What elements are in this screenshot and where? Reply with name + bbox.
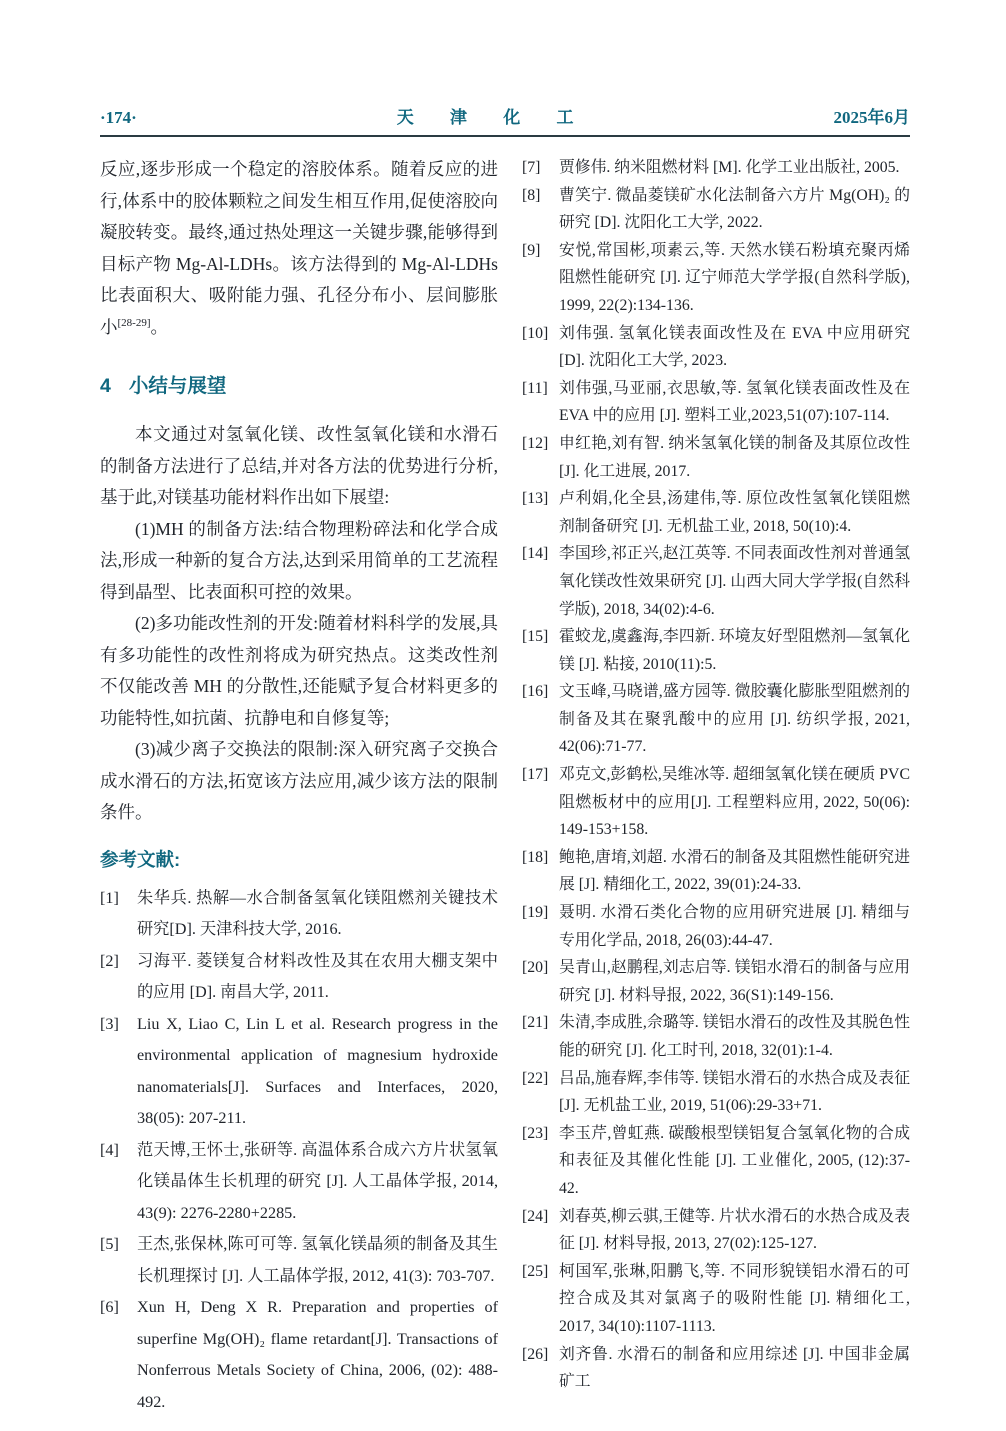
reference-text: 卢利娟,化全县,汤建伟,等. 原位改性氢氧化镁阻燃剂制备研究 [J]. 无机盐工业, 2018, 50(10):4. [559,490,910,535]
reference-item-13 [522,485,910,540]
reference-id: [13] [522,490,549,508]
reference-id: [4] [100,1140,119,1159]
paragraph-intro-terminal: 。 [150,316,168,337]
reference-id: [17] [522,766,549,784]
reference-text: 鲍艳,唐堉,刘超. 水滑石的制备及其阻燃性能研究进展 [J]. 精细化工, 2022, 39(01):24-33. [559,848,910,894]
reference-item-8 [522,182,910,237]
reference-text: 王杰,张保林,陈可可等. 氢氧化镁晶须的制备及其生长机理探讨 [J]. 人工晶体学报, 2012, 41(3): 703-707. [137,1235,498,1285]
reference-text: Liu X, Liao C, Lin L et al. Research progress in the environmental application of magnesium hydroxide nanomaterials[J]. Surfaces and Interfaces, 2020, 38(05): 207-211. [137,1014,498,1127]
citation-superscript: [28-29] [117,316,151,329]
reference-item-20 [522,954,910,1009]
reference-id: [19] [522,904,549,922]
reference-id: [10] [522,324,549,342]
reference-text: 霍蛟龙,虞鑫海,李四新. 环境友好型阻燃剂—氢氧化镁 [J]. 粘接, 2010(11):5. [559,628,910,673]
reference-text: 刘伟强. 氢氧化镁表面改性及在 EVA 中应用研究 [D]. 沈阳化工大学, 2023. [559,324,910,370]
reference-text: 刘春英,柳云骐,王健等. 片状水滑石的水热合成及表征 [J]. 材料导报, 2013, 27(02):125-127. [559,1207,910,1253]
paragraph-intro-text: 反应,逐步形成一个稳定的溶胶体系。随着反应的进行,体系中的胶体颗粒之间发生相互作用,促使溶胶向凝胶转变。最终,通过热处理这一关键步骤,能够得到目标产物 Mg-Al-LDHs。该方法得到的 Mg-Al-LDHs 比表面积大、吸附能力强、孔径分布小、层间膨胀小 [100,159,498,337]
reference-item-11 [522,375,910,430]
paragraph-intro [100,154,498,343]
reference-text: 吕品,施春辉,李伟等. 镁铝水滑石的水热合成及表征 [J]. 无机盐工业, 2019, 51(06):29-33+71. [559,1069,910,1115]
reference-text: 李国珍,祁正兴,赵江英等. 不同表面改性剂对普通氢氧化镁改性效果研究 [J]. 山西大同大学学报(自然科学版), 2018, 34(02):4-6. [559,545,910,618]
reference-id: [2] [100,951,119,970]
section-number: 4 [100,375,111,397]
reference-id: [6] [100,1298,119,1316]
reference-text: 申红艳,刘有智. 纳米氢氧化镁的制备及其原位改性 [J]. 化工进展, 2017. [559,434,910,480]
paragraph-point-2: (2)多功能改性剂的开发:随着材料科学的发展,具有多功能性的改性剂将成为研究热点。这类改性剂不仅能改善 MH 的分散性,还能赋予复合材料更多的功能特性,如抗菌、抗静电和自修复等; [100,613,498,728]
reference-id: [15] [522,628,549,646]
left-column [100,154,498,1418]
reference-text: 柯国军,张琳,阳鹏飞,等. 不同形貌镁铝水滑石的可控合成及其对氯离子的吸附性能 [J]. 精细化工, 2017, 34(10):1107-1113. [559,1262,910,1335]
paragraph-outlook: 本文通过对氢氧化镁、改性氢氧化镁和水滑石的制备方法进行了总结,并对各方法的优势进行分析,基于此,对镁基功能材料作出如下展望: [100,424,498,507]
reference-text: 安悦,常国彬,项素云,等. 天然水镁石粉填充聚丙烯阻燃性能研究 [J]. 辽宁师范大学学报(自然科学版), 1999, 22(2):134-136. [559,241,910,314]
page-number: ·174· [100,108,137,127]
reference-text: 范天博,王怀士,张研等. 高温体系合成六方片状氢氧化镁晶体生长机理的研究 [J]. 人工晶体学报, 2014, 43(9): 2276-2280+2285. [137,1140,498,1222]
reference-id: [7] [522,159,541,176]
journal-title: 天 津 化 工 [396,108,590,127]
reference-item-5 [100,1229,498,1292]
reference-id: [9] [522,241,541,259]
reference-id: [21] [522,1014,549,1032]
reference-item-24 [522,1203,910,1258]
reference-item-4 [100,1135,498,1230]
reference-item-18 [522,844,910,899]
reference-item-7 [522,154,910,182]
reference-id: [12] [522,434,549,452]
reference-id: [23] [522,1124,549,1142]
reference-item-26 [522,1341,910,1396]
reference-text: 刘伟强,马亚丽,衣思敏,等. 氢氧化镁表面改性及在 EVA 中的应用 [J]. 塑料工业,2023,51(07):107-114. [559,379,910,425]
reference-text: 吴青山,赵鹏程,刘志启等. 镁铝水滑石的制备与应用研究 [J]. 材料导报, 2022, 36(S1):149-156. [559,959,910,1004]
article-columns [100,154,910,1418]
reference-item-15 [522,623,910,678]
reference-id: [11] [522,379,548,397]
reference-text: 朱华兵. 热解—水合制备氢氧化镁阻燃剂关键技术研究[D]. 天津科技大学, 2016. [137,888,498,938]
section-heading [100,370,498,398]
reference-text: 习海平. 菱镁复合材料改性及其在农用大棚支架中的应用 [D]. 南昌大学, 2011. [137,951,498,1001]
reference-item-3 [100,1009,498,1135]
paragraph-point-3: (3)减少离子交换法的限制:深入研究离子交换合成水滑石的方法,拓宽该方法应用,减少该方法的限制条件。 [100,739,498,822]
section-title: 小结与展望 [128,375,227,397]
reference-item-25 [522,1258,910,1341]
reference-item-17 [522,761,910,844]
reference-item-16 [522,678,910,761]
reference-item-23 [522,1120,910,1203]
reference-id: [14] [522,545,549,563]
reference-id: [1] [100,888,119,907]
reference-text: 文玉峰,马晓谱,盛方园等. 微胶囊化膨胀型阻燃剂的制备及其在聚乳酸中的应用 [J]. 纺织学报, 2021, 42(06):71-77. [559,683,910,756]
reference-text: 曹笑宁. 微晶菱镁矿水化法制备六方片 Mg(OH)₂ 的研究 [D]. 沈阳化工大学, 2022. [559,186,910,232]
reference-text: 聂明. 水滑石类化合物的应用研究进展 [J]. 精细与专用化学品, 2018, 26(03):44-47. [559,904,910,949]
reference-item-21 [522,1009,910,1064]
reference-text: 朱清,李成胜,佘璐等. 镁铝水滑石的改性及其脱色性能的研究 [J]. 化工时刊, 2018, 32(01):1-4. [559,1014,910,1059]
reference-text: 李玉芹,曾虹燕. 碳酸根型镁铝复合氢氧化物的合成和表征及其催化性能 [J]. 工业催化, 2005, (12):37-42. [559,1124,910,1197]
reference-id: [22] [522,1069,549,1087]
reference-id: [16] [522,683,549,701]
reference-id: [26] [522,1345,549,1363]
reference-text: 邓克文,彭鹤松,吴维冰等. 超细氢氧化镁在硬质 PVC 阻燃板材中的应用[J]. 工程塑料应用, 2022, 50(06): 149-153+158. [559,766,910,839]
page-header [100,103,910,128]
reference-item-2 [100,946,498,1009]
reference-text: Xun H, Deng X R. Preparation and properties of superfine Mg(OH)₂ flame retardant[J]. Transactions of Nonferrous Metals Society of China, 2006, (02): 488-492. [137,1298,498,1411]
references-heading: 参考文献: [100,848,181,870]
reference-item-14 [522,540,910,623]
reference-id: [18] [522,848,549,866]
reference-item-19 [522,899,910,954]
reference-item-1 [100,883,498,946]
reference-id: [24] [522,1207,549,1225]
reference-id: [8] [522,186,541,204]
reference-item-12 [522,430,910,485]
reference-id: [3] [100,1014,119,1033]
paragraph-point-1: (1)MH 的制备方法:结合物理粉碎法和化学合成法,形成一种新的复合方法,达到采用简单的工艺流程得到晶型、比表面积可控的效果。 [100,518,498,602]
header-divider [100,135,910,137]
reference-id: [5] [100,1235,119,1253]
right-column [522,154,910,1418]
reference-item-9 [522,237,910,320]
reference-item-10 [522,320,910,375]
reference-text: 贾修伟. 纳米阻燃材料 [M]. 化学工业出版社, 2005. [559,159,900,176]
reference-id: [20] [522,959,549,977]
reference-id: [25] [522,1262,549,1280]
reference-item-22 [522,1065,910,1120]
issue-date: 2025年6月 [833,108,910,127]
reference-text: 刘齐鲁. 水滑石的制备和应用综述 [J]. 中国非金属矿工 [559,1345,910,1391]
reference-item-6 [100,1292,498,1418]
